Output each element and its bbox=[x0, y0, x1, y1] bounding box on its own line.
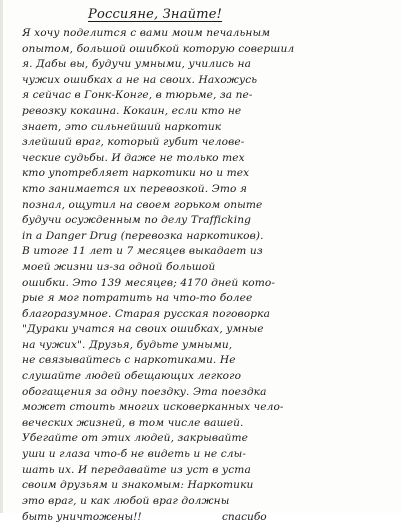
handwritten-letter bbox=[22, 6, 394, 525]
letter-line: опытом, большой ошибкой которую совершил bbox=[22, 42, 295, 55]
letter-line: in a Danger Drug (перевозка наркотиков). bbox=[22, 229, 264, 242]
letter-greeting: Россияне, Знайте! bbox=[88, 7, 223, 22]
letter-line: злейший враг, который губит челове- bbox=[22, 136, 245, 149]
letter-line: обогащения за одну поездку. Эта поездка bbox=[22, 385, 267, 398]
letter-body bbox=[22, 26, 394, 509]
letter-line: веческих жизней, в том числе вашей. bbox=[22, 416, 244, 429]
letter-line: чужих ошибках а не на своих. Нахожусь bbox=[22, 73, 258, 86]
letter-line: я. Дабы вы, будучи умными, учились на bbox=[22, 58, 251, 71]
letter-line: может стоить многих исковерканных чело- bbox=[22, 401, 284, 414]
letter-line: знает, это сильнейший наркотик bbox=[22, 120, 222, 133]
letter-line: Я хочу поделится с вами моим печальным bbox=[22, 27, 271, 39]
letter-line: кто занимается их перевозкой. Это я bbox=[22, 182, 248, 195]
letter-line: ческие судьбы. И даже не только тех bbox=[22, 151, 245, 164]
letter-line: ревозку кокаина. Кокаин, если кто не bbox=[22, 104, 242, 117]
letter-line: не связывайтесь с наркотиками. Не bbox=[22, 354, 236, 367]
letter-line: благоразумное. Старая русская поговорка bbox=[22, 307, 270, 320]
letter-line: уши и глаза что-б не видеть и не слы- bbox=[22, 448, 247, 461]
letter-line: слушайте людей обещающих легкого bbox=[22, 370, 242, 383]
letter-line: ошибки. Это 139 месяцев; 4170 дней кото- bbox=[22, 276, 276, 289]
letter-line: моей жизни из-за одной большой bbox=[22, 260, 216, 273]
letter-line: будучи осужденным по делу Trafficking bbox=[22, 214, 251, 227]
letter-line: "Дураки учатся на своих ошибках, умные bbox=[22, 323, 264, 336]
letter-line: Убегайте от этих людей, закрывайте bbox=[22, 432, 248, 445]
letter-closing: спасибо bbox=[222, 511, 267, 524]
letter-line: своим друзьям и знакомым: Наркотики bbox=[22, 479, 254, 492]
letter-line: В итоге 11 лет и 7 месяцев выкадает из bbox=[22, 245, 263, 258]
letter-line: это враг, и как любой враг должны bbox=[22, 494, 230, 507]
letter-footer bbox=[22, 509, 394, 525]
page-edge bbox=[0, 0, 3, 513]
letter-line: кто употребляет наркотики но и тех bbox=[22, 167, 250, 180]
letter-line: познал, ощутил на своем горьком опыте bbox=[22, 198, 263, 211]
letter-line: шать их. И передавайте из уст в уста bbox=[22, 463, 251, 476]
letter-line: на чужих". Друзья, будьте умными, bbox=[22, 338, 233, 351]
letter-line: рые я мог потратить на что-то более bbox=[22, 292, 253, 305]
letter-final-line: быть уничтожены!! bbox=[22, 511, 142, 524]
letter-line: я сейчас в Гонк-Конге, в тюрьме, за пе- bbox=[22, 89, 253, 102]
